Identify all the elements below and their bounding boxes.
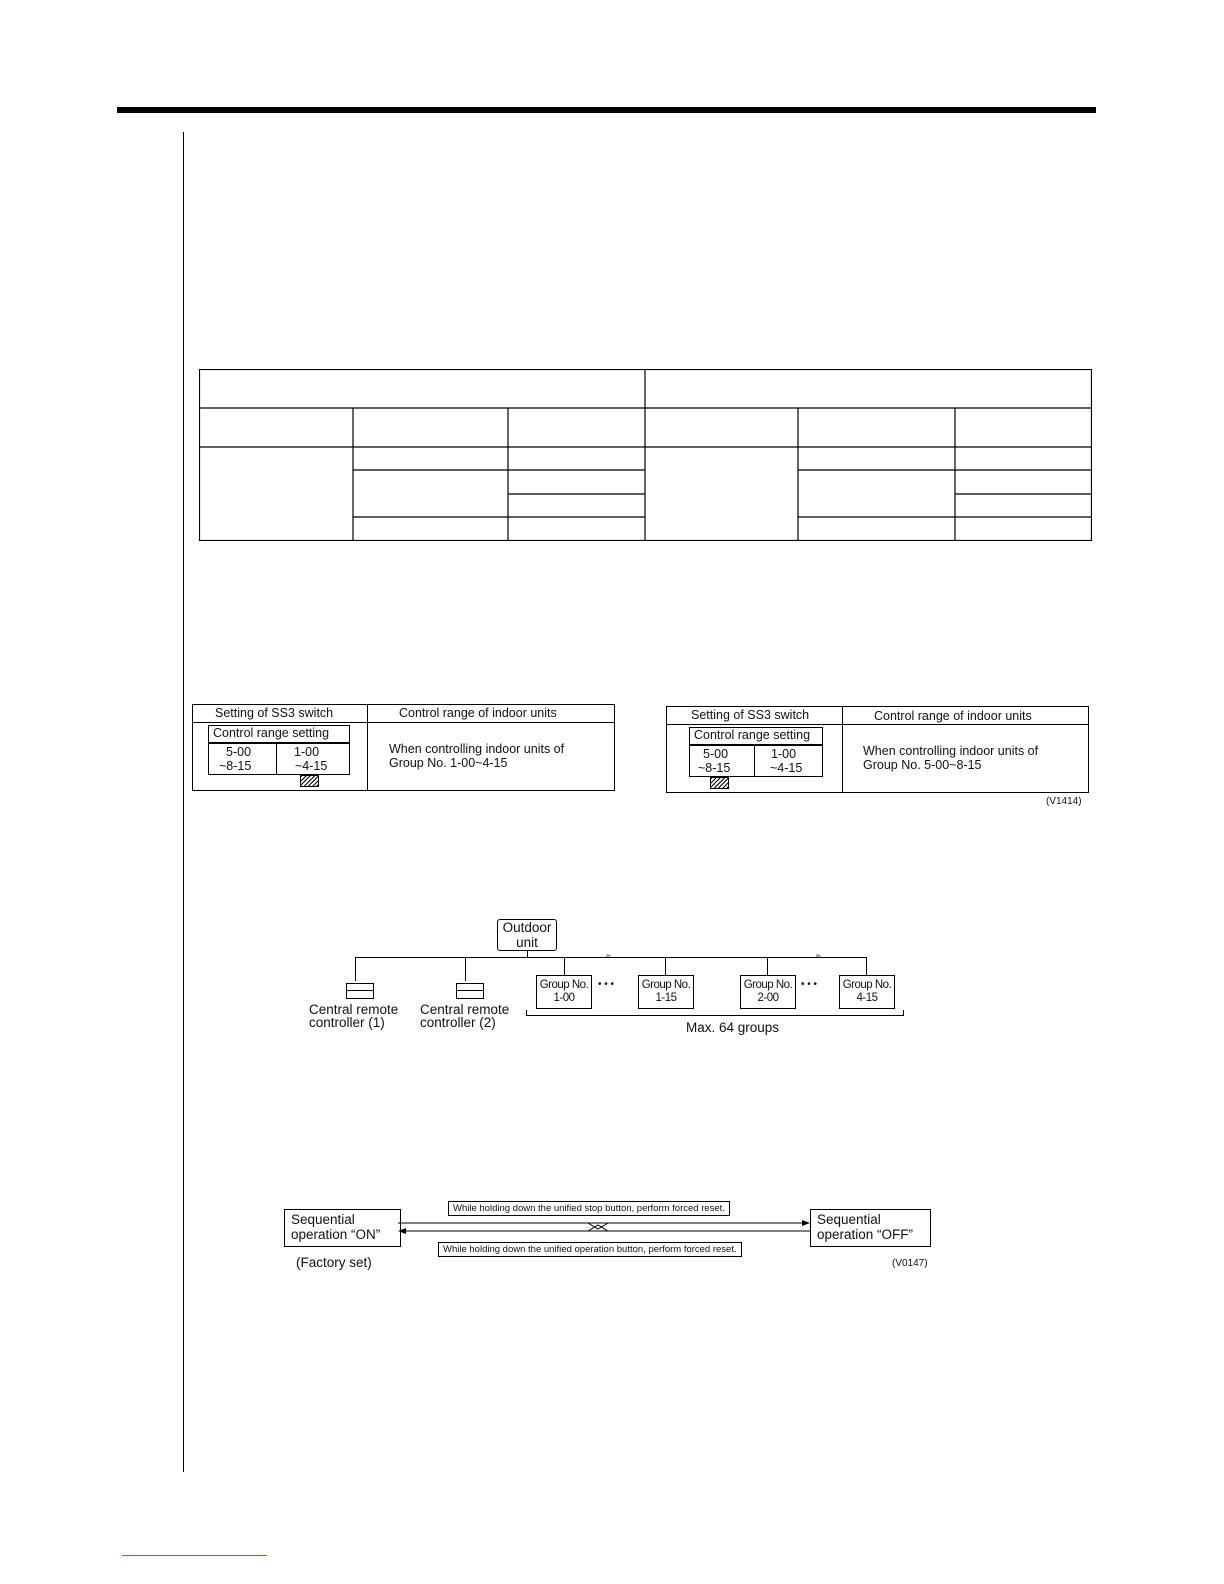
on-line2: operation “ON” — [291, 1227, 381, 1242]
remote1-label-line2: controller (1) — [309, 1015, 385, 1030]
footer-link-underline — [122, 1555, 267, 1556]
group-node — [536, 975, 592, 1009]
column-divider — [842, 707, 843, 792]
group-label-line1: Group No. — [641, 979, 691, 991]
option-a-line1: 5-00 — [703, 747, 729, 761]
group-label-line1: Group No. — [539, 979, 589, 991]
option-a-line2: ~8-15 — [698, 761, 731, 775]
header-setting: Setting of SS3 switch — [691, 708, 810, 722]
group1-drop — [564, 957, 565, 975]
control-range-label: Control range setting — [694, 728, 811, 742]
group-label-line2: 1-15 — [655, 992, 677, 1004]
group-label-line1: Group No. — [743, 979, 793, 991]
group2-drop — [665, 957, 666, 975]
margin-rule — [183, 132, 184, 1472]
header-divider — [193, 722, 614, 723]
group-label-line2: 2-00 — [757, 992, 779, 1004]
group-node — [638, 975, 694, 1009]
option-b-line1: 1-00 — [771, 747, 797, 761]
header-range: Control range of indoor units — [874, 709, 1032, 723]
to-off-note: While holding down the unified stop button, perform forced reset. — [448, 1201, 730, 1216]
remote1-label-line1: Central remote — [309, 1002, 399, 1017]
selected-position-marker — [710, 777, 729, 789]
control-range-label: Control range setting — [213, 726, 330, 740]
group4-drop — [866, 957, 867, 975]
remote-icon-line — [457, 990, 483, 991]
group-node — [740, 975, 796, 1009]
top-rule — [117, 107, 1096, 113]
outdoor-unit — [497, 919, 557, 951]
sequential-on-box — [284, 1209, 401, 1247]
remote-controller-2-icon — [456, 983, 484, 999]
header-setting: Setting of SS3 switch — [215, 706, 334, 720]
wiring-diagram — [300, 910, 920, 1050]
group3-drop — [767, 957, 768, 975]
sequential-off-box — [810, 1209, 931, 1247]
transition-arrows — [398, 1215, 810, 1241]
remote2-drop — [465, 957, 466, 981]
remote-controller-1-icon — [346, 983, 374, 999]
group-bracket — [526, 1015, 904, 1016]
sequential-operation-diagram — [280, 1195, 940, 1280]
to-on-note: While holding down the unified operation button, perform forced reset. — [438, 1242, 742, 1257]
group-label-line1: Group No. — [842, 979, 892, 991]
remote1-drop — [355, 957, 356, 981]
outdoor-label-line2: unit — [516, 935, 538, 950]
settings-table-grid — [199, 369, 1092, 541]
remote-icon-line — [347, 990, 373, 991]
option-b-line2: ~4-15 — [770, 761, 803, 775]
control-range-label-box — [208, 725, 350, 743]
ss3-setting-box-left — [192, 704, 615, 791]
switch-divider — [754, 746, 755, 776]
column-divider — [367, 705, 368, 790]
description-line2: Group No. 5-00~8-15 — [863, 758, 982, 772]
option-b-line1: 1-00 — [294, 745, 320, 759]
description-line2: Group No. 1-00~4-15 — [389, 756, 508, 770]
off-line2: operation “OFF” — [817, 1227, 914, 1242]
switch-options[interactable] — [208, 743, 350, 775]
group-node — [839, 975, 895, 1009]
ss3-setting-box-right — [666, 706, 1089, 793]
group-bracket-left — [526, 1010, 527, 1016]
group-bracket-right — [903, 1010, 904, 1016]
option-b-line2: ~4-15 — [295, 759, 328, 773]
on-line1: Sequential — [291, 1212, 355, 1227]
group-label-line2: 4-15 — [856, 992, 878, 1004]
remote2-label-line2: controller (2) — [420, 1015, 496, 1030]
outdoor-drop — [527, 950, 528, 957]
remote2-label-line1: Central remote — [420, 1002, 510, 1017]
ellipsis-1: • • • — [598, 979, 615, 990]
header-divider — [667, 724, 1088, 725]
description-line1: When controlling indoor units of — [389, 742, 565, 756]
header-range: Control range of indoor units — [399, 706, 557, 720]
switch-options[interactable] — [689, 745, 823, 777]
selected-position-marker — [300, 775, 319, 787]
control-range-label-box — [689, 727, 823, 745]
settings-table — [199, 369, 1092, 541]
outdoor-label-line1: Outdoor — [502, 920, 552, 935]
figure-code-v0147: (V0147) — [892, 1258, 928, 1269]
break-mark-2: ≈ — [816, 951, 821, 961]
factory-set-label: (Factory set) — [296, 1255, 372, 1270]
ellipsis-2: • • • — [801, 979, 818, 990]
option-a-line1: 5-00 — [226, 745, 252, 759]
max-groups-label: Max. 64 groups — [686, 1020, 780, 1035]
group-label-line2: 1-00 — [553, 992, 575, 1004]
off-line1: Sequential — [817, 1212, 881, 1227]
figure-code-v1414: (V1414) — [1046, 796, 1082, 807]
option-a-line2: ~8-15 — [219, 759, 252, 773]
switch-divider — [276, 744, 277, 774]
description-line1: When controlling indoor units of — [863, 744, 1039, 758]
break-mark-1: ≈ — [606, 951, 611, 961]
